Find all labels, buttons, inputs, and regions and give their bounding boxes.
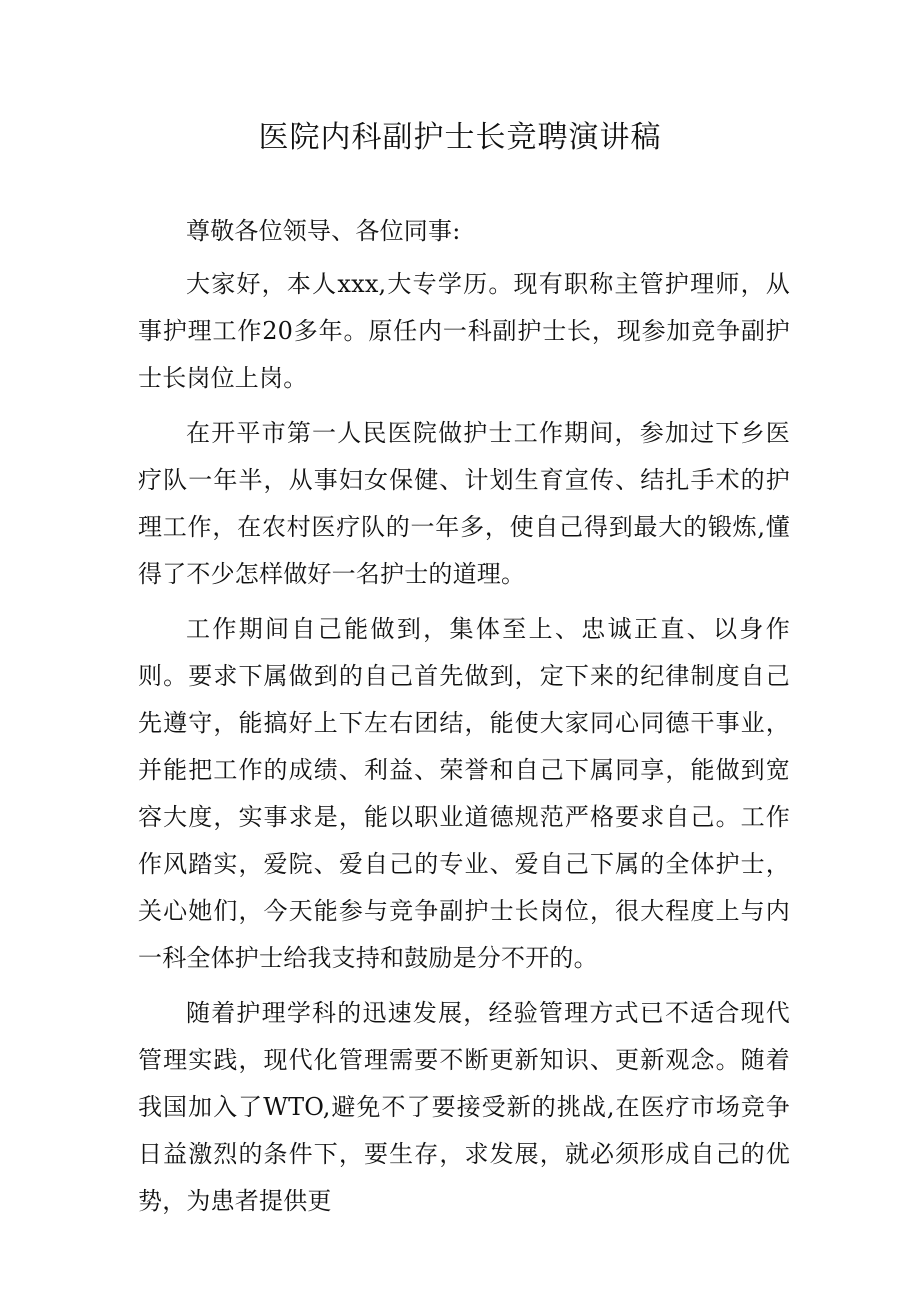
paragraph-work-attitude: 工作期间自己能做到，集体至上、忠诚正直、以身作则。要求下属做到的自己首先做到，定下来的纪律制度自己先遵守，能搞好上下左右团结，能使大家同心同德干事业，并能把工作的成绩、利益、荣誉和自己下属同享，能做到宽容大度，实事求是，能以职业道德规范严格要求自己。工作作风踏实，爱院、爱自己的专业、爱自己下属的全体护士，关心她们，今天能参与竞争副护士长岗位，很大程度上与内一科全体护士给我支持和鼓励是分不开的。 — [138, 615, 790, 972]
paragraph-introduction: 大家好，本人xxx,大专学历。现有职称主管护理师，从事护理工作20多年。原任内一科副护士长，现参加竞争副护士长岗位上岗。 — [138, 270, 790, 392]
salutation-paragraph: 尊敬各位领导、各位同事: — [186, 217, 461, 245]
document-body — [138, 208, 790, 1233]
document-title: 医院内科副护士长竞聘演讲稿 — [258, 120, 662, 155]
paragraph-experience: 在开平市第一人民医院做护士工作期间，参加过下乡医疗队一年半，从事妇女保健、计划生育宣传、结扎手术的护理工作，在农村医疗队的一年多，使自己得到最大的锻炼,懂得了不少怎样做好一名护士的道理。 — [138, 419, 790, 588]
paragraph-development: 随着护理学科的迅速发展，经验管理方式已不适合现代管理实践，现代化管理需要不断更新知识、更新观念。随着我国加入了WTO,避免不了要接受新的挑战,在医疗市场竞争日益激烈的条件下，要生存，求发展，就必须形成自己的优势，为患者提供更 — [138, 999, 790, 1215]
